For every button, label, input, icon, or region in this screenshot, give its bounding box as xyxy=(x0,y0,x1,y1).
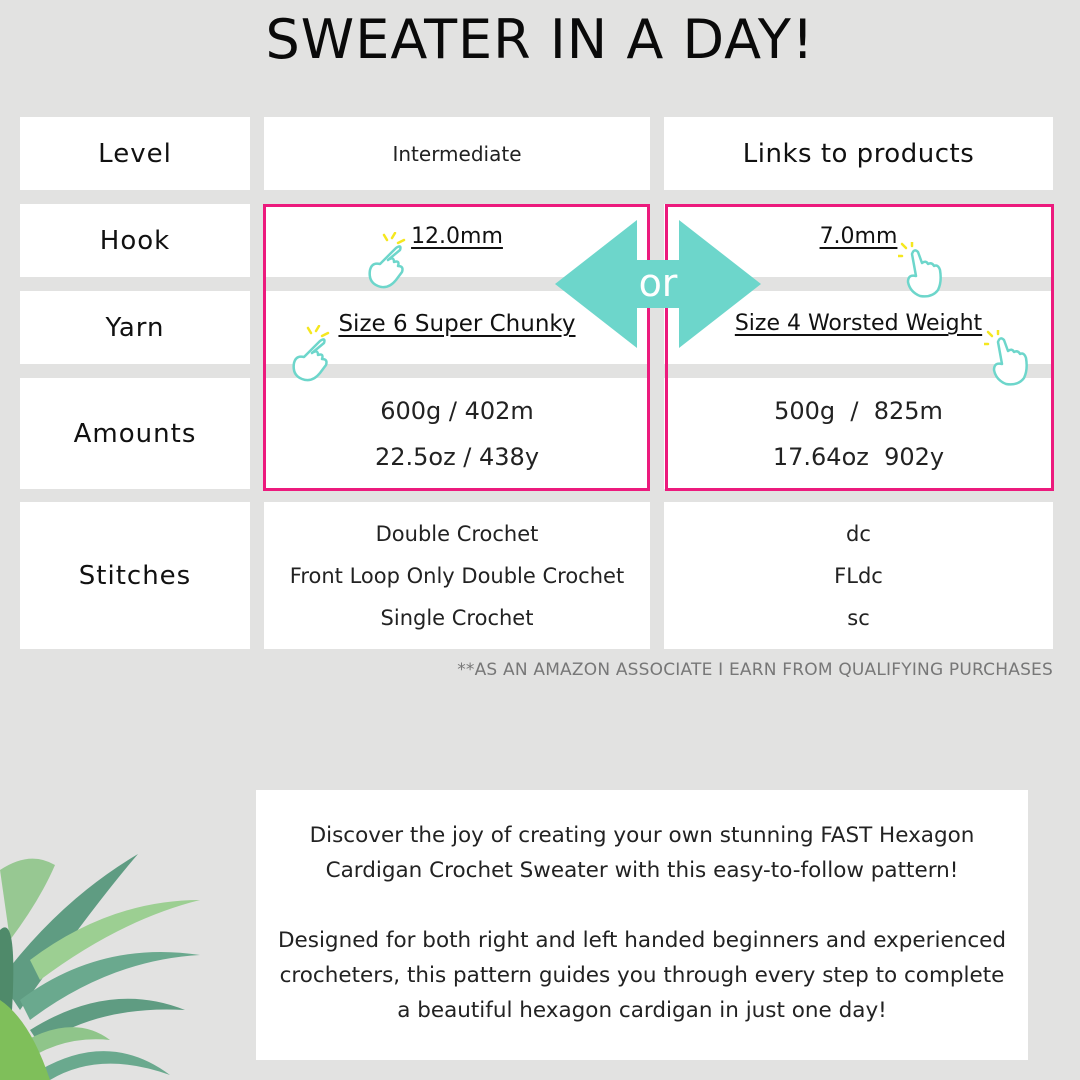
yarn-worsted-link[interactable]: Size 4 Worsted Weight xyxy=(734,311,983,336)
stitch-abbrev: sc xyxy=(847,605,870,630)
or-label: or xyxy=(638,261,678,305)
amounts-value-cell xyxy=(264,378,650,489)
stitch-abbrev: FLdc xyxy=(834,563,883,588)
description-paragraph: Discover the joy of creating your own stunning FAST Hexagon Cardigan Crochet Sweater with this easy-to-follow pattern! xyxy=(309,823,975,883)
stitch-name: Front Loop Only Double Crochet xyxy=(289,563,625,588)
amount-imperial: 22.5oz / 438y xyxy=(374,442,540,471)
amount-imperial: 17.64oz 902y xyxy=(772,442,945,471)
pointing-hand-icon xyxy=(362,232,414,290)
level-value: Intermediate xyxy=(392,141,522,166)
hook-12mm-link[interactable]: 12.0mm xyxy=(411,224,503,249)
row-label: Stitches xyxy=(78,560,192,591)
pointing-hand-icon xyxy=(898,242,950,298)
row-label: Level xyxy=(98,138,172,169)
level-value-cell xyxy=(264,117,650,190)
affiliate-disclaimer: **AS AN AMAZON ASSOCIATE I EARN FROM QUALIFYING PURCHASES xyxy=(457,660,1053,680)
page-title: SWEATER IN A DAY! xyxy=(265,8,815,71)
row-label: Amounts xyxy=(73,418,197,449)
pointing-hand-icon xyxy=(984,330,1036,386)
stitches-alt-cell xyxy=(664,502,1053,649)
description-box xyxy=(256,790,1028,1060)
stitches-value-cell xyxy=(264,502,650,649)
stitch-name: Double Crochet xyxy=(375,521,539,546)
row-label: Yarn xyxy=(105,312,165,343)
stitch-abbrev: dc xyxy=(846,521,871,546)
plant-decoration xyxy=(0,840,210,1080)
amount-metric: 600g / 402m xyxy=(380,396,534,425)
label-cell-yarn xyxy=(20,291,250,364)
label-cell-stitches xyxy=(20,502,250,649)
amounts-alt-cell xyxy=(664,378,1053,489)
yarn-super-chunky-link[interactable]: Size 6 Super Chunky xyxy=(338,311,576,337)
amount-metric: 500g / 825m xyxy=(774,396,943,425)
products-header-cell xyxy=(664,117,1053,190)
links-to-products-heading: Links to products xyxy=(742,138,975,169)
hook-7mm-link[interactable]: 7.0mm xyxy=(819,224,898,249)
label-cell-amounts xyxy=(20,378,250,489)
stitch-name: Single Crochet xyxy=(380,605,534,630)
label-cell-hook xyxy=(20,204,250,277)
description-paragraph: Designed for both right and left handed beginners and experienced crocheters, this pattern guides you through every step to complete a beautiful hexagon cardigan in just one day! xyxy=(277,928,1007,1023)
label-cell-level xyxy=(20,117,250,190)
row-label: Hook xyxy=(99,225,171,256)
double-arrow-icon xyxy=(555,220,761,348)
pointing-hand-icon xyxy=(286,325,338,383)
